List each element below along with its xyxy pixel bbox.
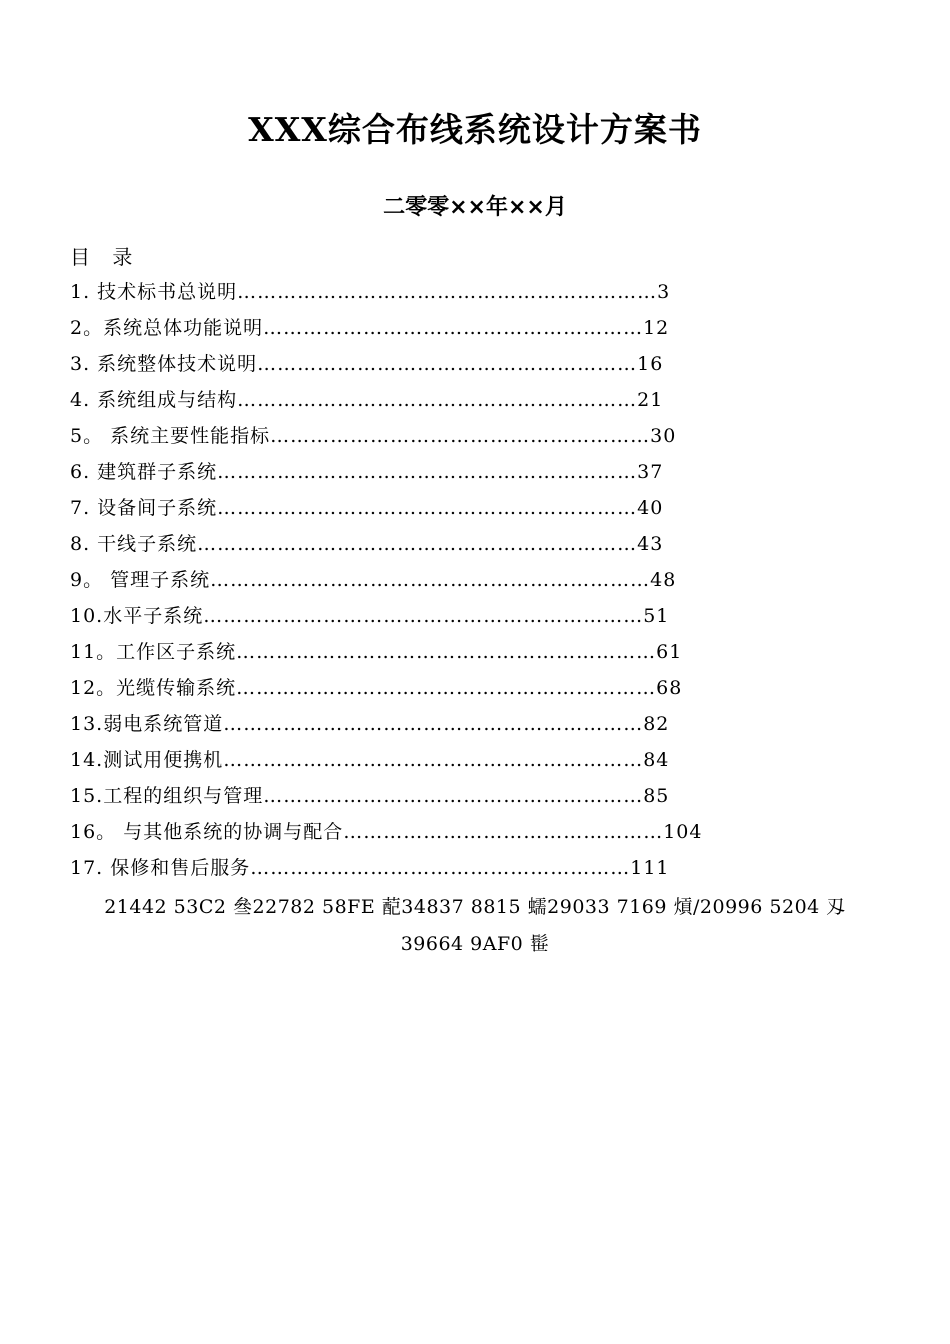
toc-entry: 12。光缆传输系统………………………………………………………68 <box>70 677 683 699</box>
toc-entry: 3. 系统整体技术说明…………………………………………………16 <box>70 353 664 375</box>
toc-entry: 8. 干线子系统…………………………………………………………43 <box>70 533 664 555</box>
toc-entry: 5。 系统主要性能指标…………………………………………………30 <box>70 425 677 447</box>
toc-entry: 6. 建筑群子系统………………………………………………………37 <box>70 461 664 483</box>
toc-entry: 7. 设备间子系统………………………………………………………40 <box>70 497 664 519</box>
document-title: XXX综合布线系统设计方案书 <box>248 110 702 149</box>
toc-entry: 4. 系统组成与结构……………………………………………………21 <box>70 389 664 411</box>
toc-entry: 2。系统总体功能说明…………………………………………………12 <box>70 317 670 339</box>
toc-entry: 13.弱电系统管道………………………………………………………82 <box>70 713 670 735</box>
toc-entry: 15.工程的组织与管理…………………………………………………85 <box>70 785 670 807</box>
footer-code-line: 21442 53C2 叄22782 58FE 蓜34837 8815 蠕29033 7169 熕/20996 5204 刄 <box>104 896 846 918</box>
footer-code-line: 39664 9AF0 髰 <box>400 933 550 955</box>
toc-entry: 16。 与其他系统的协调与配合…………………………………………104 <box>70 821 703 843</box>
table-of-contents <box>70 278 702 890</box>
document-date: 二零零××年××月 <box>383 195 567 220</box>
toc-entry: 17. 保修和售后服务…………………………………………………111 <box>70 857 670 879</box>
toc-entry: 9。 管理子系统…………………………………………………………48 <box>70 569 677 591</box>
toc-heading: 目 录 <box>70 245 141 269</box>
toc-entry: 10.水平子系统…………………………………………………………51 <box>70 605 670 627</box>
toc-entry: 14.测试用便携机………………………………………………………84 <box>70 749 670 771</box>
toc-entry: 1. 技术标书总说明………………………………………………………3 <box>70 281 671 303</box>
toc-entry: 11。工作区子系统………………………………………………………61 <box>70 641 683 663</box>
